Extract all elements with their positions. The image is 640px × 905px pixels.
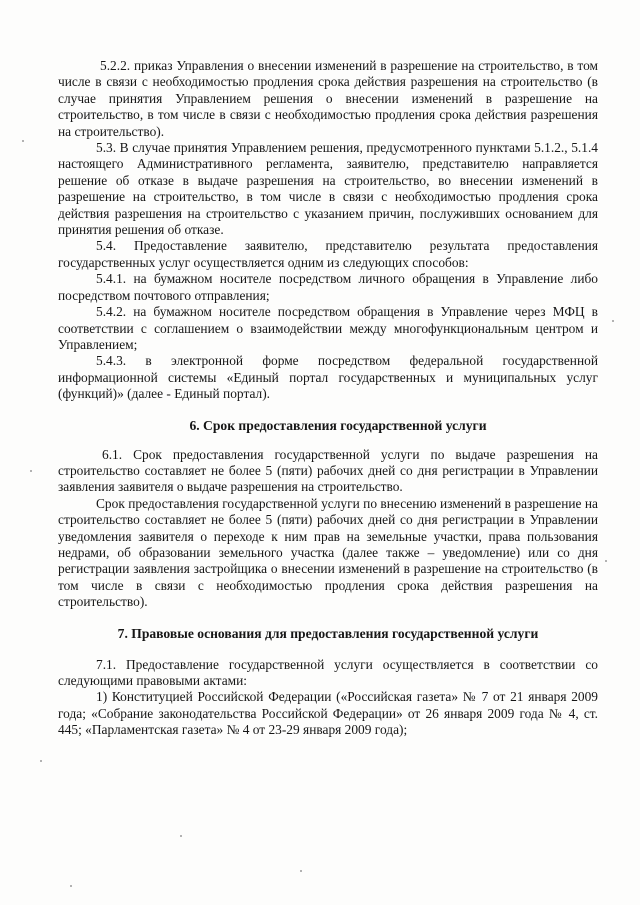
paragraph-6-2: Срок предоставления государственной услуги по внесению изменений в разрешение на строительство составляет не более 5 (пяти) рабочих дней со дня регистрации в Управлении уведомления заявителя о переходе к ним прав на земельные участки, права пользования недрами, об образовании земельного участка (далее также – уведомление) или со дня регистрации заявления застройщика о внесении изменений в разрешение на строительство (в том числе в связи с необходимостью продления срока действия разрешения на строительство). (58, 495, 598, 610)
paragraph-5-4: 5.4. Предоставление заявителю, представителю результата предоставления государственных услуг осуществляется одним из следующих способов: (58, 238, 598, 270)
section-6-heading: 6. Срок предоставления государственной услуги (189, 417, 487, 433)
paragraph-5-4-2: 5.4.2. на бумажном носителе посредством обращения в Управление через МФЦ в соответствии с соглашением о взаимодействии между многофункциональным центром и Управлением; (58, 304, 598, 352)
paragraph-5-3: 5.3. В случае принятия Управлением решения, предусмотренного пунктами 5.1.2., 5.1.4 настоящего Административного регламента, заявителю, представителю направляется решение об отказе в выдаче разрешения на строительство, во внесении изменений в разрешение на строительство, в том числе в связи с необходимостью продления срока действия разрешения на строительство с указанием причин, послуживших основанием для принятия решения об отказе. (58, 140, 598, 238)
paragraph-6-1: 6.1. Срок предоставления государственной услуги по выдаче разрешения на строительство составляет не более 5 (пяти) рабочих дней со дня регистрации в Управлении заявления заявителя о выдаче разрешения на строительство. (58, 446, 598, 495)
paragraph-5-4-1: 5.4.1. на бумажном носителе посредством личного обращения в Управление либо посредством почтового отправления; (58, 271, 598, 303)
section-7-heading: 7. Правовые основания для предоставления государственной услуги (117, 625, 539, 641)
paragraph-7-1-1: 1) Конституцией Российской Федерации («Российская газета» № 7 от 21 января 2009 года; «Собрание законодательства Российской Федерации» от 26 января 2009 года № 4, ст. 445; «Парламентская газета» № 4 от 23-29 января 2009 года); (58, 689, 598, 738)
paragraph-5-2-2: 5.2.2. приказ Управления о внесении изменений в разрешение на строительство, в том числе в связи с необходимостью продления срока действия разрешения на строительство (в случае принятия Управлением решения о внесении изменений в разрешение на строительство, в том числе в связи с необходимостью продления срока действия разрешения на строительство). (58, 58, 598, 139)
paragraph-7-1: 7.1. Предоставление государственной услуги осуществляется в соответствии со следующими правовыми актами: (58, 656, 598, 688)
paragraph-5-4-3: 5.4.3. в электронной форме посредством федеральной государственной информационной системы «Единый портал государственных и муниципальных услуг (функций)» (далее - Единый портал). (58, 353, 598, 402)
document-body (58, 58, 598, 739)
